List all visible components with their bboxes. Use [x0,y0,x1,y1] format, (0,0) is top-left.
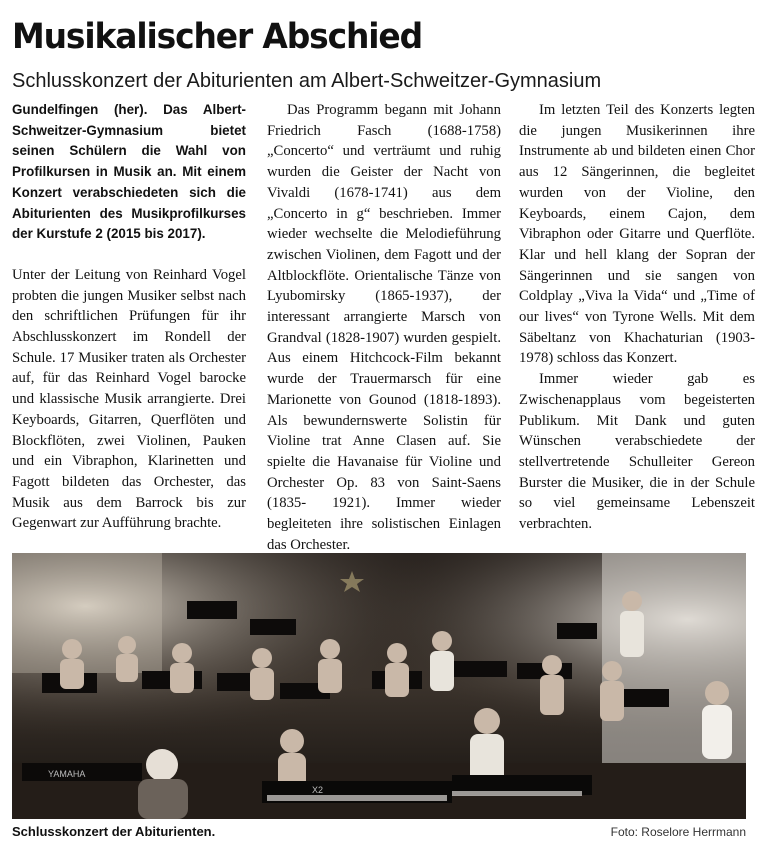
subtitle: Schlusskonzert der Abiturienten am Albert-Schweitzer-Gymnasium [12,70,602,92]
body-paragraph-2: Das Programm begann mit Johann Friedrich Fasch (1688-1758) „Concerto“ und verträumt und ruhig wurden die Geister der Nacht von Vivaldi (1678-1741) aus dem „Concerto in g“ beschrieben. Immer wieder wechselte die Melodieführung zwischen Violinen, dem Fagott und der Altblockflöte. Orientalische Tänze von Lyubomirsky (1865-1937), der interessant arrangierte Marsch von Grandval (1828-1907) wurden gespielt. Aus einem Hitchcock-Film bekannt wurde der Trauermarsch für eine Marionette von Gounod (1818-1893). Als bewundernswerte Solistin für Violine trat Anne Clasen auf. Sie spielte die Havanaise für Violine und Orchester Op. 83 von Saint-Saens (1835- 1921). Immer wieder begleiteten ihre solistischen Einlagen das Orchester. [267,102,501,553]
keyboard-model-label: X2 [312,785,324,795]
photo-credit: Foto: Roselore Herrmann [610,825,746,839]
body-paragraph-1: Unter der Leitung von Reinhard Vogel probten die jungen Musiker selbst nach den schriftlichen Prüfungen für ihr Abschlusskonzert im Rondell der Schule. 17 Musiker traten als Orchester auf, für das Reinhard Vogel barocke und klassische Musik arrangierte. Drei Keyboards, Gitarren, Querflöten und Blockflöten, zwei Violinen, Pauken und ein Vibraphon, Klarinetten und Fagott bildeten das Orchester, das Musik aus dem Barrock bis zur Gegenwart zur Aufführung brachte. [12,266,246,532]
body-paragraph-3: Im letzten Teil des Konzerts legten die jungen Musikerinnen ihre Instrumente ab und bildeten einen Chor aus 12 Sängerinnen, die begleitet wurden von der Violine, den Keyboards, einem Cajon, dem Vibraphon oder Gitarre und Querflöte. Klar und hell klang der Sopran der Sängerinnen und sie sangen von Coldplay „Viva la Vida“ und „Time of our lives“ von Tyrone Wells. Mit dem Säbeltanz von Khachaturian (1903-1978) schloss das Konzert. [519,102,755,367]
concert-photo [12,553,746,819]
article-column-3 [519,100,755,535]
lead-paragraph: Gundelfingen (her). Das Albert-Schweitzer-Gymnasium bietet seinen Schülern die Wahl von Profilkursen in Musik an. Mit einem Konzert verabschiedeten sich die Abiturienten des Musikprofilkurses der Kurstufe 2 (2015 bis 2017). [12,102,246,242]
headline: Musikalischer Abschied [12,17,423,57]
article-column-2 [267,100,501,555]
body-paragraph-4: Immer wieder gab es Zwischenapplaus vom begeisterten Publikum. Mit Dank und guten Wünschen verabschiedete der stellvertretende Schulleiter Gereon Burster die Musiker, die in der Schule so viel gemeinsame Lebenszeit verbrachten. [519,371,755,533]
keyboard-brand-label: YAMAHA [48,769,86,779]
photo-caption: Schlusskonzert der Abiturienten. [12,824,216,839]
concert-photo-illustration [12,553,746,819]
article-column-1 [12,100,246,534]
